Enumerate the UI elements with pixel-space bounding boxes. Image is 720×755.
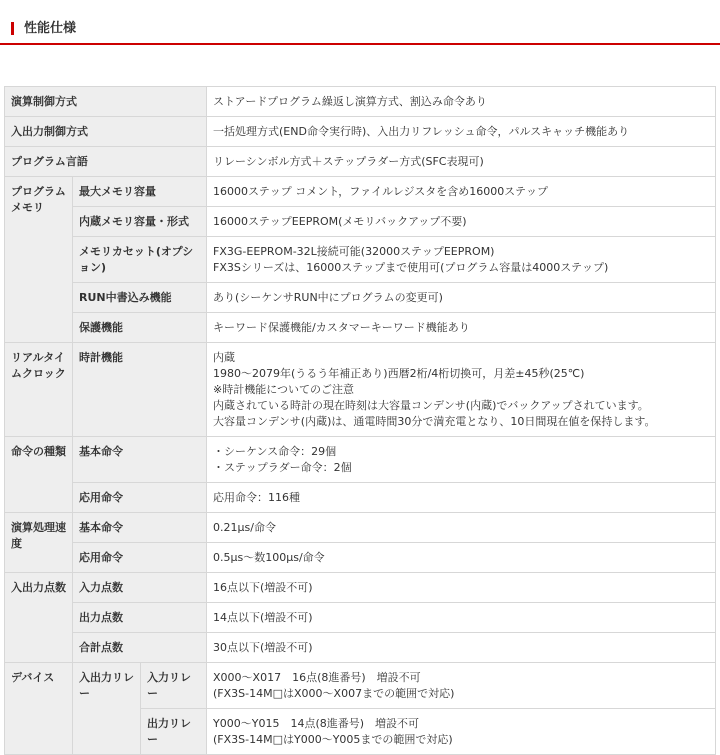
table-row [5, 513, 716, 543]
group-label-device: デバイス [5, 663, 73, 755]
table-row [5, 543, 716, 573]
row-value-run-write: あり(シーケンサRUN中にプログラムの変更可) [207, 283, 716, 313]
row-label-output-relay: 出力リレー [141, 709, 207, 755]
row-label-applied-instructions: 応用命令 [73, 483, 207, 513]
table-row [5, 483, 716, 513]
row-label-builtin-memory: 内蔵メモリ容量・形式 [73, 207, 207, 237]
table-row [5, 603, 716, 633]
memory-cassette-line-1: FX3G-EEPROM-32L接続可能(32000ステップEEPROM) [213, 245, 495, 258]
table-row [5, 283, 716, 313]
table-row [5, 313, 716, 343]
group-label-memory: プログラムメモリ [5, 177, 73, 343]
group-label-clock: リアルタイムクロック [5, 343, 73, 437]
row-value-applied-instructions: 応用命令：116種 [207, 483, 716, 513]
table-row [5, 147, 716, 177]
output-relay-line-2: (FX3S-14M□はY000～Y005までの範囲で対応) [213, 733, 453, 746]
row-label-input-points: 入力点数 [73, 573, 207, 603]
basic-instructions-line-1: ・シーケンス命令：29個 [213, 445, 337, 458]
group-label-speed: 演算処理速度 [5, 513, 73, 573]
spec-table [4, 86, 716, 755]
output-relay-line-1: Y000～Y015 14点(8進番号) 増設不可 [213, 717, 420, 730]
row-label-clock-func: 時計機能 [73, 343, 207, 437]
row-label-input-relay: 入力リレー [141, 663, 207, 709]
row-label-protect: 保護機能 [73, 313, 207, 343]
row-label-speed-applied: 応用命令 [73, 543, 207, 573]
row-value-max-memory: 16000ステップ コメント，ファイルレジスタを含め16000ステップ [207, 177, 716, 207]
clock-line-1: 内蔵 [213, 351, 236, 364]
subgroup-label-io-relay: 入出力リレー [73, 663, 141, 755]
table-row [5, 633, 716, 663]
row-value-output-points: 14点以下(増設不可) [207, 603, 716, 633]
row-label-total-points: 合計点数 [73, 633, 207, 663]
table-row [5, 177, 716, 207]
row-label-io-control: 入出力制御方式 [5, 117, 207, 147]
row-value-builtin-memory: 16000ステップEEPROM(メモリバックアップ不要) [207, 207, 716, 237]
section-header [0, 0, 720, 45]
row-value-memory-cassette [207, 237, 716, 283]
row-label-run-write: RUN中書込み機能 [73, 283, 207, 313]
basic-instructions-line-2: ・ステップラダー命令：2個 [213, 461, 352, 474]
row-label-max-memory: 最大メモリ容量 [73, 177, 207, 207]
clock-line-2: 1980～2079年(うるう年補正あり)西暦2桁/4桁切換可，月差±45秒(25℃) [213, 367, 585, 380]
row-label-output-points: 出力点数 [73, 603, 207, 633]
row-value-total-points: 30点以下(増設不可) [207, 633, 716, 663]
row-value-speed-applied: 0.5μs～数100μs/命令 [207, 543, 716, 573]
row-value-control-method: ストアードプログラム繰返し演算方式、割込み命令あり [207, 87, 716, 117]
row-label-control-method: 演算制御方式 [5, 87, 207, 117]
section-accent-bar [11, 22, 14, 35]
group-label-instructions: 命令の種類 [5, 437, 73, 513]
row-value-language: リレーシンボル方式＋ステップラダー方式(SFC表現可) [207, 147, 716, 177]
row-label-speed-basic: 基本命令 [73, 513, 207, 543]
table-row [5, 87, 716, 117]
table-row [5, 237, 716, 283]
section-title: 性能仕様 [24, 21, 77, 36]
group-label-io-points: 入出力点数 [5, 573, 73, 663]
row-value-protect: キーワード保護機能/カスタマーキーワード機能あり [207, 313, 716, 343]
row-value-output-relay [207, 709, 716, 755]
table-row [5, 207, 716, 237]
memory-cassette-line-2: FX3Sシリーズは、16000ステップまで使用可(プログラム容量は4000ステップ) [213, 261, 609, 274]
row-label-language: プログラム言語 [5, 147, 207, 177]
table-row [5, 573, 716, 603]
row-label-basic-instructions: 基本命令 [73, 437, 207, 483]
clock-line-3: ※時計機能についてのご注意 [213, 383, 355, 396]
row-value-input-points: 16点以下(増設不可) [207, 573, 716, 603]
input-relay-line-2: (FX3S-14M□はX000～X007までの範囲で対応) [213, 687, 455, 700]
clock-line-5: 大容量コンデンサ(内蔵)は、通電時間30分で満充電となり、10日間現在値を保持します。 [213, 415, 656, 428]
row-value-speed-basic: 0.21μs/命令 [207, 513, 716, 543]
clock-line-4: 内蔵されている時計の現在時刻は大容量コンデンサ(内蔵)でバックアップされています。 [213, 399, 649, 412]
input-relay-line-1: X000～X017 16点(8進番号) 増設不可 [213, 671, 421, 684]
row-value-io-control: 一括処理方式(END命令実行時)、入出力リフレッシュ命令，パルスキャッチ機能あり [207, 117, 716, 147]
row-value-basic-instructions [207, 437, 716, 483]
row-value-clock-func [207, 343, 716, 437]
row-value-input-relay [207, 663, 716, 709]
table-row [5, 663, 716, 709]
table-row [5, 117, 716, 147]
table-row [5, 343, 716, 437]
table-row [5, 437, 716, 483]
row-label-memory-cassette: メモリカセット(オプション) [73, 237, 207, 283]
